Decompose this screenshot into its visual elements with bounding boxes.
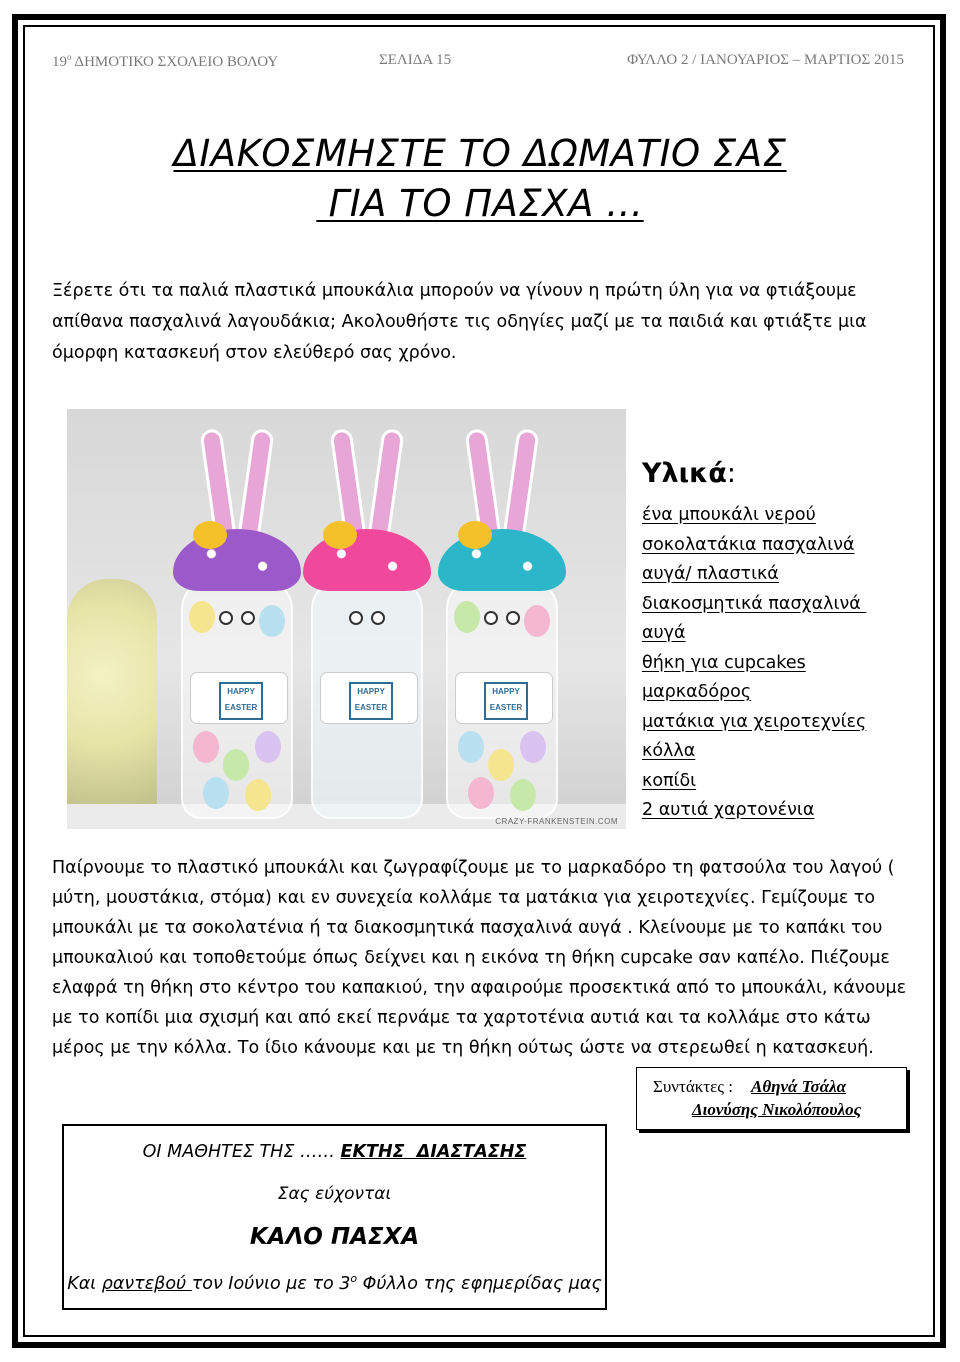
photo-credit: CRAZY-FRANKENSTEIN.COM (495, 817, 618, 826)
candy-egg (468, 777, 494, 809)
cupcake-hat (173, 529, 301, 591)
header-school-sup: ο (67, 52, 72, 62)
author-name-2: Διονύσης Νικολόπουλος (692, 1100, 862, 1119)
greeting-line-3: ΚΑΛΟ ΠΑΣΧΑ (249, 1224, 420, 1250)
materials-item: 2 αυτιά χαρτονένια (642, 800, 815, 820)
ribbon-bow (193, 521, 227, 549)
header-page-number: ΣΕΛΙΔΑ 15 (379, 52, 452, 68)
bunny-ear (237, 428, 274, 540)
candy-egg (255, 731, 281, 763)
greeting-line-2: Σας εύχονται (277, 1184, 392, 1204)
materials-list (642, 501, 866, 826)
egg-jar (67, 579, 157, 819)
greeting-line-1 (64, 1142, 605, 1162)
greeting-line-4-suffix: Φύλλο της εφημερίδας μας (357, 1273, 602, 1294)
ribbon-bow (458, 521, 492, 549)
materials-item: σοκολατάκια πασχαλινά (642, 534, 855, 555)
easter-bunny-bottles-photo (67, 409, 626, 829)
intro-paragraph: Ξέρετε ότι τα παλιά πλαστικά μπουκάλια μπορούν να γίνουν η πρώτη ύλη για να φτιάξουμε απίθανα πασχαλινά λαγουδάκια; Ακολουθήστε τις οδηγίες μαζί με τα παιδιά και φτιάξτε μια όμορφη κατασκευή στον ελεύθερό σας χρόνο. (52, 281, 867, 363)
header-school (52, 52, 278, 71)
eye-icon (241, 611, 255, 625)
header-issue: ΦΥΛΛΟ 2 / ΙΑΝΟΥΑΡΙΟΣ – ΜΑΡΤΙΟΣ 2015 (627, 52, 904, 68)
materials-title-colon: : (726, 458, 736, 489)
candy-egg (259, 605, 285, 637)
candy-egg (203, 777, 229, 809)
greeting-line-4-underlined: ραντεβού (101, 1273, 192, 1294)
greeting-line-4 (64, 1272, 605, 1294)
greeting-line-4-mid: τον Ιούνιο με το 3 (191, 1273, 351, 1294)
header-school-name: ΔΗΜΟΤΙΚΟ ΣΧΟΛΕΙΟ ΒΟΛΟΥ (71, 54, 279, 70)
page-header (52, 52, 904, 74)
author-name-1: Αθηνά Τσάλα (751, 1077, 847, 1096)
materials-title-text: Υλικά (642, 458, 727, 489)
candy-egg (510, 779, 536, 811)
materials-item: αυγά/ πλαστικά (642, 564, 779, 584)
ribbon-bow (323, 521, 357, 549)
authors-label: Συντάκτες : (653, 1077, 733, 1096)
materials-item: κοπίδι (642, 770, 697, 791)
candy-egg (189, 601, 215, 633)
bottle-body (446, 579, 558, 819)
candy-egg (245, 779, 271, 811)
candy-egg (223, 749, 249, 781)
page-title-line2: ΓΙΑ ΤΟ ΠΑΣΧΑ … (316, 182, 644, 225)
header-school-number: 19 (52, 54, 67, 70)
bunny-face (349, 611, 389, 641)
cupcake-hat (438, 529, 566, 591)
materials-title (642, 458, 736, 489)
bunny-ear (367, 428, 404, 540)
materials-item: θήκη για cupcakes (642, 652, 806, 673)
eye-icon (484, 611, 498, 625)
bottle-body (311, 579, 423, 819)
instructions-paragraph: Παίρνουμε το πλαστικό μπουκάλι και ζωγραφίζουμε με το μαρκαδόρο τη φατσούλα του λαγού ( μύτη, μουστάκια, στόμα) και εν συνεχεία κολλάμε τα ματάκια για χειροτεχνίες. Γεμίζουμε το μπουκάλι με τα σοκολατένια ή τα διακοσμητικά πασχαλινά αυγά . Κλείνουμε με το καπάκι του μπουκαλιού και τοποθετούμε όπως δείχνει και η εικόνα τη θήκη cupcake σαν καπέλο. Πιέζουμε ελαφρά τη θήκη στο κέντρο του καπακιού, την αφαιρούμε προσεκτικά από το μπουκάλι, κάνουμε με το κοπίδι μια σχισμή και από εκεί περνάμε τα χαρτοτένια αυτιά και τα κολλάμε στο κάτω μέρος με την κόλλα. Το ίδιο κάνουμε και με τη θήκη ούτως ώστε να στερεωθεί η κατασκευή. (52, 858, 907, 1058)
happy-easter-label: HAPPY EASTER (484, 682, 528, 720)
candy-egg (454, 601, 480, 633)
candy-egg (524, 605, 550, 637)
candy-egg (488, 749, 514, 781)
greeting-line-4-prefix: Και (67, 1273, 102, 1294)
candy-egg (520, 731, 546, 763)
candy-egg (193, 731, 219, 763)
eye-icon (349, 611, 363, 625)
page-title-line1: ΔΙΑΚΟΣΜΗΣΤΕ ΤΟ ΔΩΜΑΤΙΟ ΣΑΣ (173, 132, 787, 175)
greeting-line-1-class: ΕΚΤΗΣ ΔΙΑΣΤΑΣΗΣ (340, 1142, 527, 1162)
eye-icon (506, 611, 520, 625)
bottle-body (181, 579, 293, 819)
happy-easter-label: HAPPY EASTER (219, 682, 263, 720)
materials-item: ματάκια για χειροτεχνίες (642, 711, 867, 732)
bunny-face (484, 611, 524, 641)
bunny-face (219, 611, 259, 641)
bunny-bottle-1 (167, 429, 307, 829)
materials-item: αυγά (642, 623, 686, 643)
materials-item: διακοσμητικά πασχαλινά (642, 593, 867, 614)
candy-egg (458, 731, 484, 763)
cupcake-hat (303, 529, 431, 591)
greeting-line-1-prefix: ΟΙ ΜΑΘΗΤΕΣ ΤΗΣ …… (142, 1142, 341, 1162)
materials-item: μαρκαδόρος (642, 682, 752, 702)
bunny-bottle-3 (432, 429, 572, 829)
bunny-bottle-2 (297, 429, 437, 829)
materials-item: κόλλα (642, 741, 696, 761)
authors-box (636, 1067, 907, 1130)
happy-easter-label: HAPPY EASTER (349, 682, 393, 720)
bunny-ear (502, 428, 539, 540)
materials-item: ένα μπουκάλι νερού (642, 505, 816, 525)
eye-icon (371, 611, 385, 625)
eye-icon (219, 611, 233, 625)
greeting-box (62, 1124, 607, 1310)
greeting-line-4-sup: ο (350, 1272, 358, 1285)
